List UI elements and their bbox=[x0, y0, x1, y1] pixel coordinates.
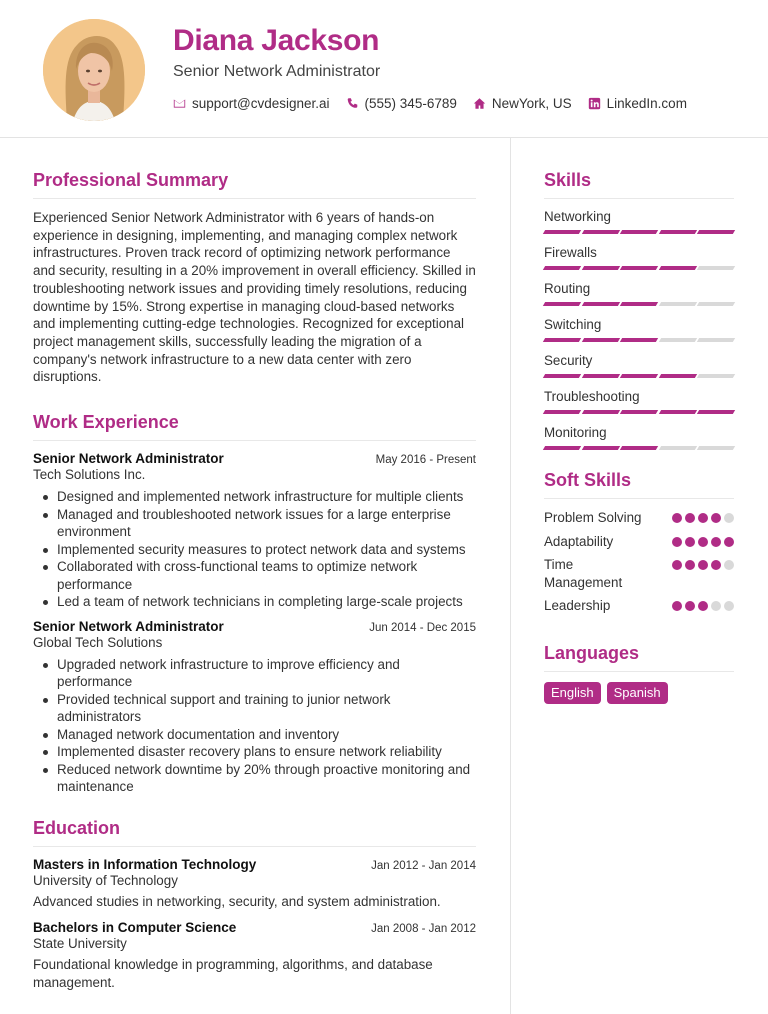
skill-level-segment bbox=[581, 410, 619, 414]
language-badge: English bbox=[544, 682, 601, 704]
skill-level-segment bbox=[543, 338, 581, 342]
degree-title: Bachelors in Computer Science bbox=[33, 920, 237, 936]
skill-level-segment bbox=[543, 266, 581, 270]
soft-skill-item bbox=[544, 597, 734, 615]
soft-skill-name: Time Management bbox=[544, 557, 623, 590]
soft-skill-rating bbox=[672, 537, 734, 547]
skill-item bbox=[544, 209, 734, 234]
rating-dot bbox=[672, 601, 682, 611]
skills-list bbox=[544, 209, 734, 450]
rating-dot bbox=[685, 601, 695, 611]
skill-level-segment bbox=[697, 446, 735, 450]
skill-level-segment bbox=[659, 374, 697, 378]
education-dates: Jan 2008 - Jan 2012 bbox=[371, 923, 476, 936]
languages-list bbox=[544, 682, 734, 704]
contact-linkedin[interactable] bbox=[588, 96, 687, 111]
sidebar-column bbox=[544, 170, 734, 704]
contact-linkedin-text: LinkedIn.com bbox=[606, 95, 687, 111]
education-description: Foundational knowledge in programming, algorithms, and database management. bbox=[33, 957, 433, 990]
soft-skill-rating bbox=[672, 601, 734, 611]
skill-level-segment bbox=[697, 266, 735, 270]
skill-name: Monitoring bbox=[544, 425, 607, 440]
skill-level-segment bbox=[543, 230, 581, 234]
job-bullet: Provided technical support and training to junior network administrators bbox=[33, 691, 476, 726]
contact-list bbox=[173, 94, 703, 112]
rating-dot bbox=[711, 601, 721, 611]
job-entry bbox=[33, 619, 476, 796]
envelope-icon bbox=[173, 97, 186, 110]
skills-heading: Skills bbox=[544, 170, 734, 199]
job-title: Senior Network Administrator bbox=[33, 451, 224, 467]
skill-level-segment bbox=[620, 446, 658, 450]
school-name: State University bbox=[33, 936, 127, 952]
skill-name: Routing bbox=[544, 281, 591, 296]
work-list bbox=[33, 451, 476, 796]
rating-dot bbox=[724, 537, 734, 547]
soft-skill-name: Leadership bbox=[544, 598, 611, 613]
job-bullet: Managed network documentation and inventory bbox=[33, 726, 476, 744]
rating-dot bbox=[724, 513, 734, 523]
skill-name: Security bbox=[544, 353, 593, 368]
phone-icon bbox=[346, 97, 359, 110]
skill-name: Networking bbox=[544, 209, 611, 224]
contact-email[interactable] bbox=[173, 96, 330, 111]
skill-level-segment bbox=[581, 302, 619, 306]
rating-dot bbox=[698, 537, 708, 547]
summary-text: Experienced Senior Network Administrator with 6 years of hands-on experience in designing, implementing, and managing complex network infrastructures. Proven track record of optimizing network performance and security, resulting in a 20% improvement in overall efficiency. Skilled in troubleshooting network issues and providing timely resolutions, reducing downtime by 15%. Strong expertise in managing cloud-based networks and implementing cutting-edge technologies. Recognized for exceptional project management skills, successfully leading the migration of a company's network infrastructure to a new data center with zero disruptions. bbox=[33, 210, 476, 385]
languages-heading: Languages bbox=[544, 643, 734, 672]
skill-level-segment bbox=[697, 302, 735, 306]
skill-item bbox=[544, 245, 734, 270]
rating-dot bbox=[711, 537, 721, 547]
job-bullet: Reduced network downtime by 20% through proactive monitoring and maintenance bbox=[33, 761, 476, 796]
skill-level-segment bbox=[581, 230, 619, 234]
skill-level-bar bbox=[544, 230, 734, 234]
skill-level-segment bbox=[659, 410, 697, 414]
rating-dot bbox=[685, 537, 695, 547]
soft-skill-rating bbox=[672, 560, 734, 570]
job-entry bbox=[33, 451, 476, 611]
education-dates: Jan 2012 - Jan 2014 bbox=[371, 859, 476, 872]
school-name: University of Technology bbox=[33, 872, 178, 888]
job-bullet: Implemented disaster recovery plans to ensure network reliability bbox=[33, 743, 476, 761]
soft-skills-list bbox=[544, 509, 734, 615]
work-heading: Work Experience bbox=[33, 412, 476, 441]
skill-item bbox=[544, 389, 734, 414]
skill-level-segment bbox=[620, 230, 658, 234]
rating-dot bbox=[672, 560, 682, 570]
skill-level-segment bbox=[659, 266, 697, 270]
skill-level-segment bbox=[697, 338, 735, 342]
candidate-title: Senior Network Administrator bbox=[173, 63, 381, 80]
soft-skill-name: Adaptability bbox=[544, 533, 614, 549]
skill-level-segment bbox=[620, 374, 658, 378]
profile-photo bbox=[43, 19, 145, 121]
skill-level-segment bbox=[697, 374, 735, 378]
skill-level-bar bbox=[544, 302, 734, 306]
rating-dot bbox=[672, 513, 682, 523]
job-bullet: Collaborated with cross-functional teams to optimize network performance bbox=[33, 558, 476, 593]
soft-skills-heading: Soft Skills bbox=[544, 470, 734, 499]
skill-level-bar bbox=[544, 266, 734, 270]
skill-level-segment bbox=[620, 266, 658, 270]
education-heading: Education bbox=[33, 818, 476, 847]
job-bullet: Upgraded network infrastructure to improve efficiency and performance bbox=[33, 656, 476, 691]
soft-skill-rating bbox=[672, 513, 734, 523]
skill-item bbox=[544, 281, 734, 306]
contact-email-text: support@cvdesigner.ai bbox=[192, 95, 330, 111]
job-dates: Jun 2014 - Dec 2015 bbox=[369, 621, 476, 634]
skill-level-bar bbox=[544, 374, 734, 378]
skill-level-segment bbox=[697, 410, 735, 414]
rating-dot bbox=[698, 513, 708, 523]
rating-dot bbox=[724, 560, 734, 570]
skill-level-segment bbox=[659, 446, 697, 450]
linkedin-icon bbox=[588, 97, 601, 110]
skill-level-segment bbox=[543, 374, 581, 378]
resume-header bbox=[0, 0, 768, 138]
skill-level-segment bbox=[543, 446, 581, 450]
skill-level-segment bbox=[581, 338, 619, 342]
job-bullet: Managed and troubleshooted network issues for a large enterprise environment bbox=[33, 506, 476, 541]
rating-dot bbox=[711, 560, 721, 570]
avatar bbox=[43, 19, 145, 121]
skill-item bbox=[544, 425, 734, 450]
education-entry bbox=[33, 920, 476, 991]
contact-location bbox=[473, 96, 572, 111]
summary-heading: Professional Summary bbox=[33, 170, 476, 199]
language-badge: Spanish bbox=[607, 682, 668, 704]
skill-level-segment bbox=[697, 230, 735, 234]
job-dates: May 2016 - Present bbox=[375, 454, 476, 467]
job-company: Global Tech Solutions bbox=[33, 634, 163, 650]
job-company: Tech Solutions Inc. bbox=[33, 467, 146, 483]
skill-level-segment bbox=[620, 302, 658, 306]
rating-dot bbox=[698, 560, 708, 570]
rating-dot bbox=[698, 601, 708, 611]
skill-level-segment bbox=[581, 446, 619, 450]
column-divider bbox=[510, 138, 511, 1014]
rating-dot bbox=[685, 513, 695, 523]
job-bullet: Designed and implemented network infrastructure for multiple clients bbox=[33, 488, 476, 506]
education-entry bbox=[33, 857, 476, 911]
skill-level-segment bbox=[581, 266, 619, 270]
skill-level-segment bbox=[659, 230, 697, 234]
skill-level-segment bbox=[581, 374, 619, 378]
skill-level-segment bbox=[659, 302, 697, 306]
soft-skill-name: Problem Solving bbox=[544, 510, 642, 525]
soft-skill-item bbox=[544, 509, 734, 527]
home-icon bbox=[473, 97, 486, 110]
skill-item bbox=[544, 353, 734, 378]
skill-level-bar bbox=[544, 338, 734, 342]
skill-level-bar bbox=[544, 446, 734, 450]
soft-skill-item bbox=[544, 533, 734, 551]
skill-level-segment bbox=[659, 338, 697, 342]
education-description: Advanced studies in networking, security, and system administration. bbox=[33, 893, 441, 909]
skill-name: Switching bbox=[544, 317, 602, 332]
rating-dot bbox=[685, 560, 695, 570]
rating-dot bbox=[672, 537, 682, 547]
contact-phone[interactable] bbox=[346, 96, 457, 111]
job-bullets bbox=[33, 656, 476, 796]
job-bullet: Led a team of network technicians in completing large-scale projects bbox=[33, 593, 476, 611]
soft-skill-item bbox=[544, 556, 734, 591]
skill-name: Troubleshooting bbox=[544, 389, 640, 404]
degree-title: Masters in Information Technology bbox=[33, 856, 257, 872]
contact-location-text: NewYork, US bbox=[491, 95, 572, 111]
skill-level-segment bbox=[620, 410, 658, 414]
skill-level-segment bbox=[543, 302, 581, 306]
rating-dot bbox=[724, 601, 734, 611]
job-bullets bbox=[33, 488, 476, 611]
skill-item bbox=[544, 317, 734, 342]
skill-level-segment bbox=[620, 338, 658, 342]
job-bullet: Implemented security measures to protect network data and systems bbox=[33, 541, 476, 559]
skill-level-bar bbox=[544, 410, 734, 414]
contact-phone-text: (555) 345-6789 bbox=[364, 95, 457, 111]
skill-name: Firewalls bbox=[544, 245, 597, 260]
rating-dot bbox=[711, 513, 721, 523]
candidate-name: Diana Jackson bbox=[173, 24, 380, 57]
skill-level-segment bbox=[543, 410, 581, 414]
main-column bbox=[33, 170, 476, 1001]
job-title: Senior Network Administrator bbox=[33, 618, 224, 634]
